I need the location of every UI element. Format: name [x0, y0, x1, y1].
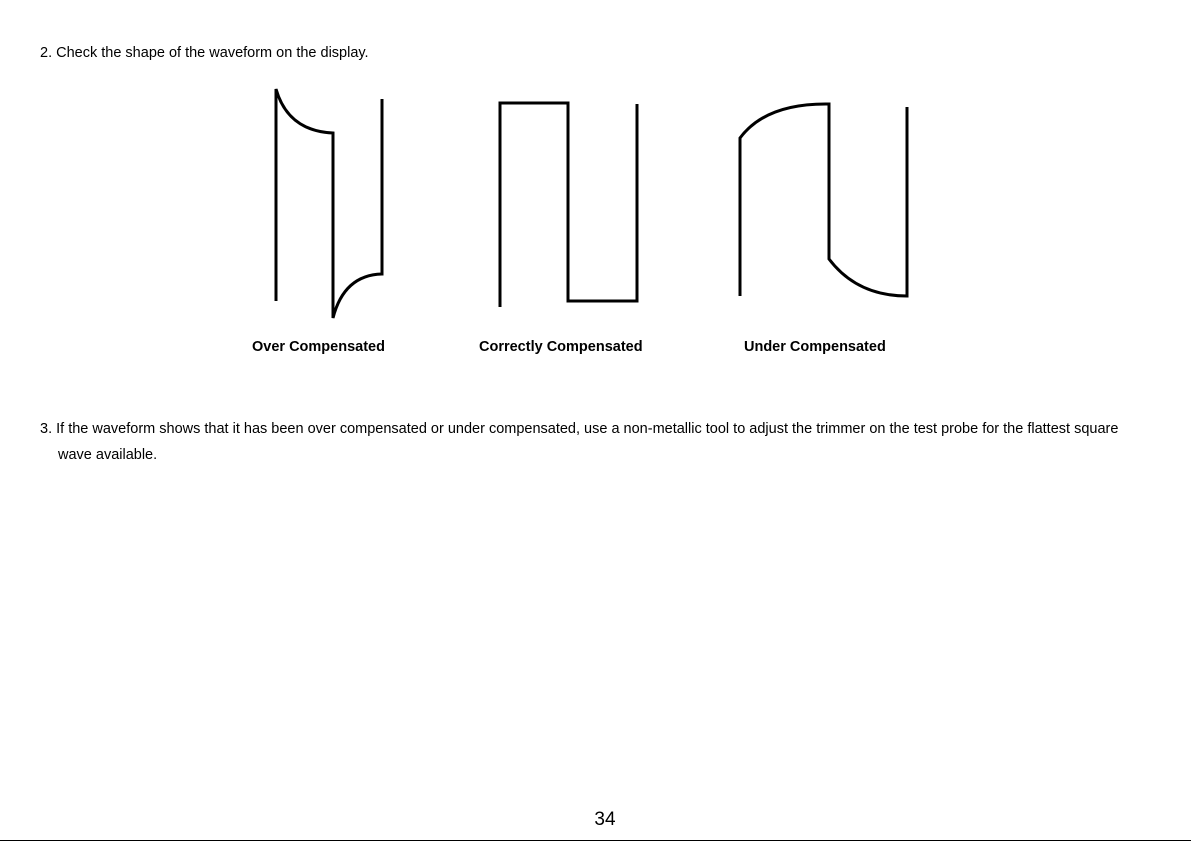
correctly-compensated-waveform: [500, 103, 637, 307]
under-compensated-caption: Under Compensated: [744, 339, 886, 355]
over-compensated-waveform: [276, 89, 382, 318]
correctly-compensated-trace: [500, 103, 637, 307]
under-compensated-waveform: [740, 104, 907, 296]
step-3-text: 3. If the waveform shows that it has been over compensated or under compensated, use a non-metallic tool to adjust the trimmer on the test probe for the flattest square wave available.: [40, 421, 1119, 463]
over-compensated-caption: Over Compensated: [252, 339, 385, 355]
footer-divider: [0, 840, 1191, 841]
page-number: 34: [594, 809, 616, 830]
correctly-compensated-caption: Correctly Compensated: [479, 339, 643, 355]
step-2-text: 2. Check the shape of the waveform on the display.: [40, 45, 369, 61]
under-compensated-trace: [740, 104, 907, 296]
over-compensated-trace: [276, 89, 382, 318]
